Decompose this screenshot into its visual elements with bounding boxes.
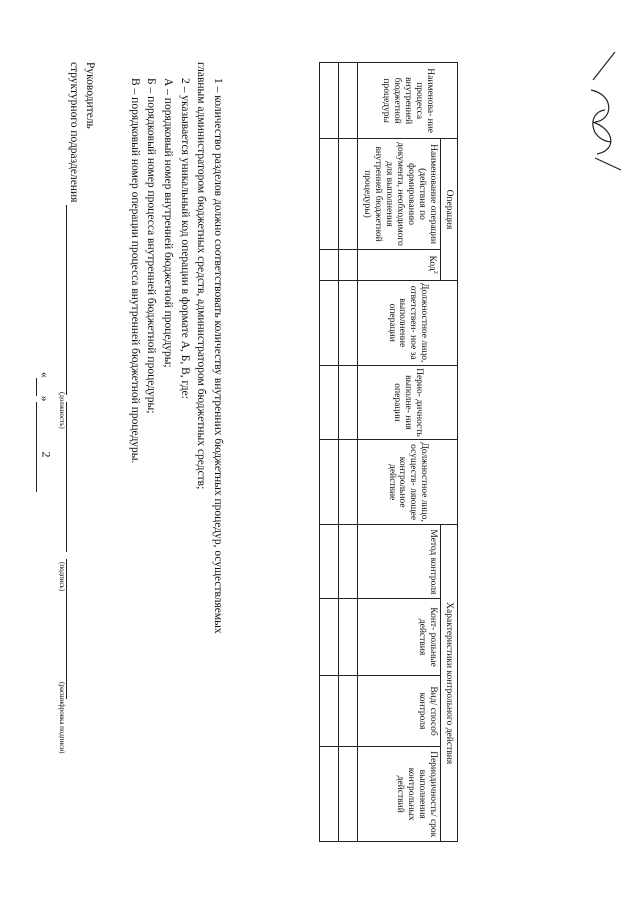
sign-title-1: Руководитель (84, 62, 96, 129)
caption-name: (расшифровка подписи) (58, 682, 66, 754)
note-b: Б – порядковый номер процесса внутренней бюджетной процедуры; (145, 78, 158, 414)
table-header-row (441, 63, 458, 842)
note-c: В – порядковый номер операции процесса внутренней бюджетной процедуры. (128, 78, 141, 464)
header-operation-name: Наименование операции (действия по формированию документа, необходимого для выполнения внутренней бюджетной процедуры) (358, 139, 441, 249)
note-2: 2 – указывается уникальный код операции в формате А, Б, В, где: (178, 78, 191, 399)
caption-signature: (подпись) (58, 562, 66, 592)
position-line (66, 205, 79, 395)
signature-line (66, 402, 79, 552)
header-type: Вид/ способ контроля (358, 675, 441, 747)
header-actions: Конт- рольные действия (358, 599, 441, 675)
handwritten-signature (585, 50, 627, 180)
note-a: А – порядковый номер внутренней бюджетной процедуры; (161, 78, 174, 368)
header-operation: Операция (441, 139, 458, 280)
signature-block (38, 62, 98, 916)
header-period: Периодичность/ срок выполнения контрольных действий (358, 747, 441, 842)
header-responsible: Должностное лицо, ответствен- ное за выполнение операции (358, 280, 458, 365)
page-number: 2 (39, 451, 54, 458)
note-1-cont: главным администратором бюджетных средств, администратором бюджетных средств; (195, 62, 208, 490)
table-row (320, 63, 339, 842)
table-row (339, 63, 358, 842)
rotated-page-content (38, 62, 458, 916)
header-method: Метод контроля (358, 525, 441, 599)
header-process-name: Наименова- ние процесса внутренней бюджетной процедуры (358, 63, 458, 139)
footnotes (126, 62, 226, 916)
name-line (66, 559, 79, 699)
sign-title-2: структурного подразделения (66, 62, 82, 916)
header-periodicity: Перио- дичность выполне- ния операции (358, 365, 458, 439)
caption-position: (должность) (58, 392, 66, 429)
header-controller: Должностное лицо, осуществ- ляющее контрольное действие (358, 439, 458, 524)
date-row: «» (36, 372, 52, 492)
header-code: Код$^2$ (358, 249, 441, 280)
note-1: 1 – количество разделов должно соответствовать количеству внутренних бюджетных процедур, осуществляемых (212, 78, 224, 634)
procedures-table (319, 62, 458, 842)
header-control-characteristics: Характеристики контрольного действия (441, 525, 458, 842)
